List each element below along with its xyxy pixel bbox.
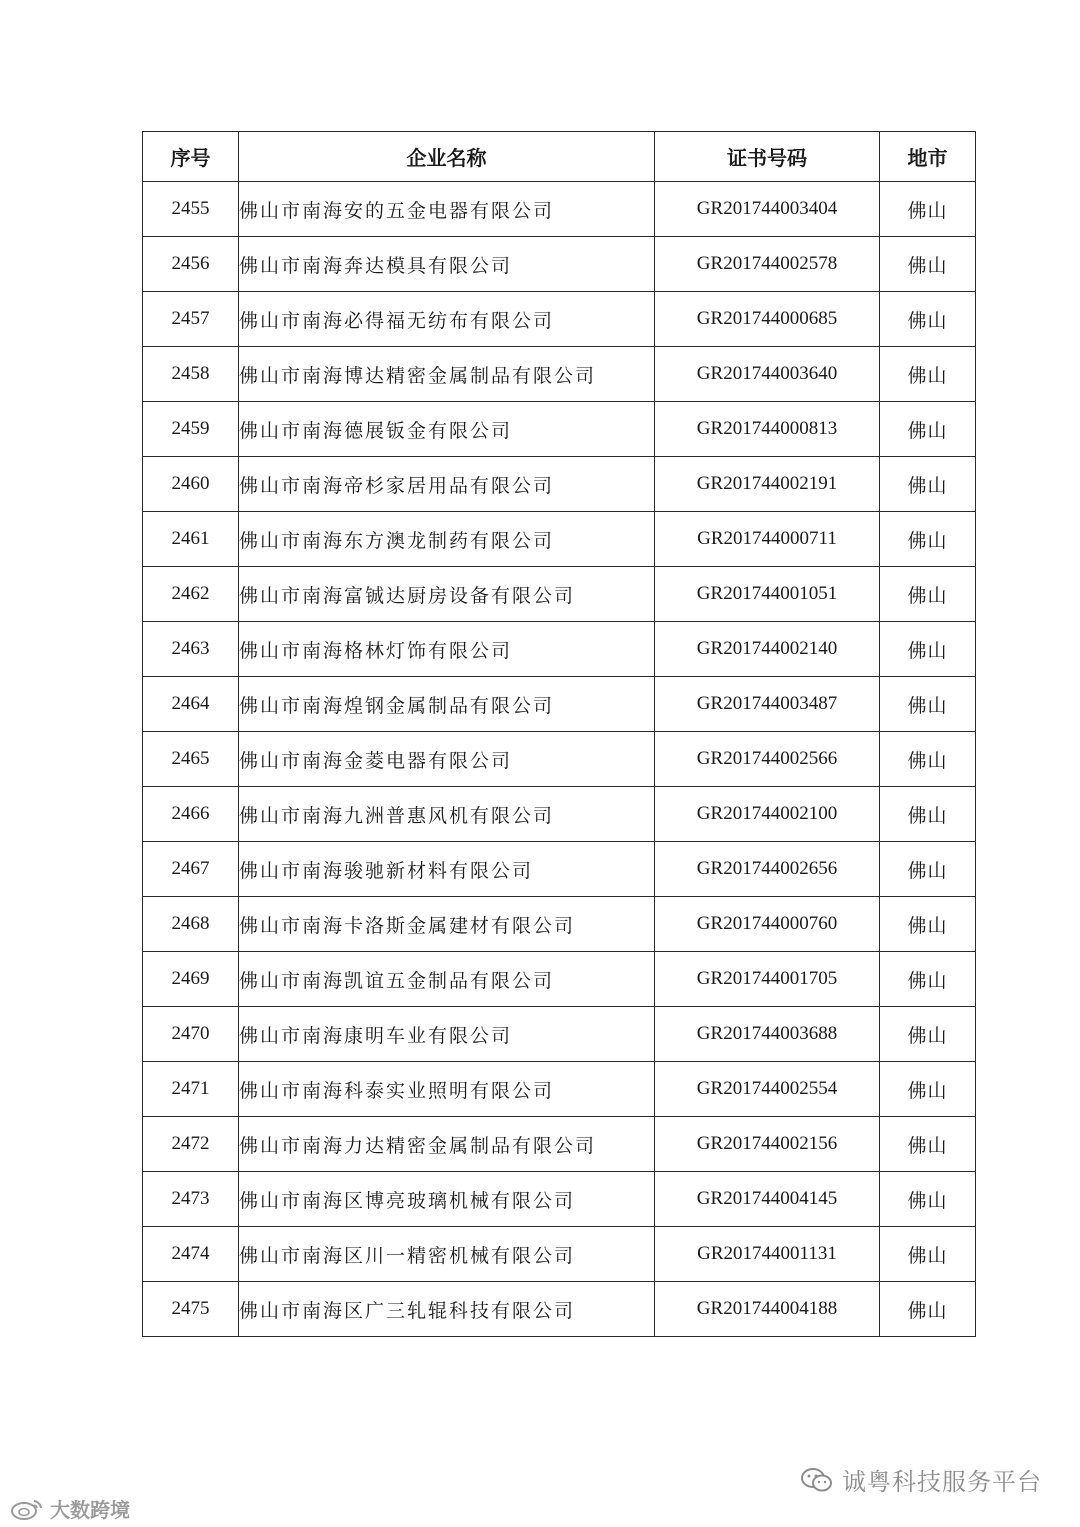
weibo-watermark-text: 大数跨境 — [50, 1498, 130, 1522]
table-row — [143, 622, 976, 677]
row-city-cell: 佛山 — [880, 457, 976, 512]
row-seq-cell: 2461 — [143, 512, 239, 567]
table-row — [143, 952, 976, 1007]
row-company-name-cell: 佛山市南海必得福无纺布有限公司 — [239, 292, 655, 347]
header-row — [143, 132, 976, 182]
row-certificate-number-cell: GR201744003640 — [655, 347, 880, 402]
row-seq-cell: 2457 — [143, 292, 239, 347]
row-city-cell: 佛山 — [880, 292, 976, 347]
table-row — [143, 1117, 976, 1172]
table-row — [143, 292, 976, 347]
row-city-cell: 佛山 — [880, 897, 976, 952]
row-certificate-number-cell: GR201744000760 — [655, 897, 880, 952]
header-city: 地市 — [880, 132, 976, 182]
row-certificate-number-cell: GR201744004188 — [655, 1282, 880, 1337]
row-city-cell: 佛山 — [880, 952, 976, 1007]
row-city-cell: 佛山 — [880, 842, 976, 897]
row-company-name-cell: 佛山市南海帝杉家居用品有限公司 — [239, 457, 655, 512]
row-city-cell: 佛山 — [880, 677, 976, 732]
table-row — [143, 567, 976, 622]
row-certificate-number-cell: GR201744003688 — [655, 1007, 880, 1062]
table-row — [143, 182, 976, 237]
row-certificate-number-cell: GR201744002191 — [655, 457, 880, 512]
row-seq-cell: 2458 — [143, 347, 239, 402]
row-company-name-cell: 佛山市南海九洲普惠风机有限公司 — [239, 787, 655, 842]
row-city-cell: 佛山 — [880, 787, 976, 842]
table-row — [143, 787, 976, 842]
row-seq-cell: 2473 — [143, 1172, 239, 1227]
row-city-cell: 佛山 — [880, 1062, 976, 1117]
row-certificate-number-cell: GR201744000711 — [655, 512, 880, 567]
row-seq-cell: 2456 — [143, 237, 239, 292]
row-company-name-cell: 佛山市南海区广三轧辊科技有限公司 — [239, 1282, 655, 1337]
row-company-name-cell: 佛山市南海格林灯饰有限公司 — [239, 622, 655, 677]
row-seq-cell: 2467 — [143, 842, 239, 897]
row-certificate-number-cell: GR201744002578 — [655, 237, 880, 292]
row-seq-cell: 2459 — [143, 402, 239, 457]
row-certificate-number-cell: GR201744003404 — [655, 182, 880, 237]
row-company-name-cell: 佛山市南海凯谊五金制品有限公司 — [239, 952, 655, 1007]
row-city-cell: 佛山 — [880, 622, 976, 677]
table-row — [143, 1172, 976, 1227]
row-seq-cell: 2471 — [143, 1062, 239, 1117]
row-company-name-cell: 佛山市南海富铖达厨房设备有限公司 — [239, 567, 655, 622]
row-certificate-number-cell: GR201744002656 — [655, 842, 880, 897]
table-row — [143, 1007, 976, 1062]
row-city-cell: 佛山 — [880, 732, 976, 787]
row-seq-cell: 2469 — [143, 952, 239, 1007]
row-seq-cell: 2468 — [143, 897, 239, 952]
row-certificate-number-cell: GR201744000813 — [655, 402, 880, 457]
table-row — [143, 347, 976, 402]
header-seq: 序号 — [143, 132, 239, 182]
row-certificate-number-cell: GR201744002140 — [655, 622, 880, 677]
weibo-watermark — [10, 1494, 130, 1523]
row-city-cell: 佛山 — [880, 182, 976, 237]
table-row — [143, 1282, 976, 1337]
row-certificate-number-cell: GR201744001705 — [655, 952, 880, 1007]
row-city-cell: 佛山 — [880, 237, 976, 292]
weibo-icon — [10, 1498, 44, 1520]
row-city-cell: 佛山 — [880, 512, 976, 567]
row-company-name-cell: 佛山市南海德展钣金有限公司 — [239, 402, 655, 457]
certificate-table — [142, 131, 976, 1337]
row-company-name-cell: 佛山市南海东方澳龙制药有限公司 — [239, 512, 655, 567]
row-certificate-number-cell: GR201744002566 — [655, 732, 880, 787]
row-company-name-cell: 佛山市南海奔达模具有限公司 — [239, 237, 655, 292]
table-row — [143, 237, 976, 292]
table-body — [143, 182, 976, 1337]
row-company-name-cell: 佛山市南海煌钢金属制品有限公司 — [239, 677, 655, 732]
row-seq-cell: 2474 — [143, 1227, 239, 1282]
row-seq-cell: 2466 — [143, 787, 239, 842]
row-company-name-cell: 佛山市南海安的五金电器有限公司 — [239, 182, 655, 237]
row-seq-cell: 2465 — [143, 732, 239, 787]
row-city-cell: 佛山 — [880, 1172, 976, 1227]
row-certificate-number-cell: GR201744002156 — [655, 1117, 880, 1172]
row-seq-cell: 2460 — [143, 457, 239, 512]
wechat-watermark — [800, 1462, 1042, 1497]
table-row — [143, 1062, 976, 1117]
row-certificate-number-cell: GR201744001131 — [655, 1227, 880, 1282]
row-seq-cell: 2472 — [143, 1117, 239, 1172]
row-seq-cell: 2462 — [143, 567, 239, 622]
wechat-watermark-text: 诚粤科技服务平台 — [842, 1468, 1042, 1496]
row-company-name-cell: 佛山市南海力达精密金属制品有限公司 — [239, 1117, 655, 1172]
table-row — [143, 457, 976, 512]
table-header — [143, 132, 976, 182]
row-seq-cell: 2464 — [143, 677, 239, 732]
table-row — [143, 402, 976, 457]
row-certificate-number-cell: GR201744002554 — [655, 1062, 880, 1117]
row-company-name-cell: 佛山市南海康明车业有限公司 — [239, 1007, 655, 1062]
row-city-cell: 佛山 — [880, 1007, 976, 1062]
table-row — [143, 897, 976, 952]
row-certificate-number-cell: GR201744004145 — [655, 1172, 880, 1227]
row-certificate-number-cell: GR201744000685 — [655, 292, 880, 347]
row-company-name-cell: 佛山市南海区博亮玻璃机械有限公司 — [239, 1172, 655, 1227]
row-city-cell: 佛山 — [880, 1282, 976, 1337]
table-row — [143, 677, 976, 732]
row-city-cell: 佛山 — [880, 1227, 976, 1282]
row-seq-cell: 2455 — [143, 182, 239, 237]
row-seq-cell: 2470 — [143, 1007, 239, 1062]
table-row — [143, 842, 976, 897]
wechat-icon — [800, 1467, 834, 1493]
row-company-name-cell: 佛山市南海骏驰新材料有限公司 — [239, 842, 655, 897]
row-city-cell: 佛山 — [880, 567, 976, 622]
row-city-cell: 佛山 — [880, 1117, 976, 1172]
table-row — [143, 1227, 976, 1282]
row-seq-cell: 2463 — [143, 622, 239, 677]
row-certificate-number-cell: GR201744003487 — [655, 677, 880, 732]
row-city-cell: 佛山 — [880, 402, 976, 457]
header-name: 企业名称 — [239, 132, 655, 182]
table-row — [143, 732, 976, 787]
row-city-cell: 佛山 — [880, 347, 976, 402]
header-cert: 证书号码 — [655, 132, 880, 182]
table-row — [143, 512, 976, 567]
row-certificate-number-cell: GR201744002100 — [655, 787, 880, 842]
row-certificate-number-cell: GR201744001051 — [655, 567, 880, 622]
row-company-name-cell: 佛山市南海金菱电器有限公司 — [239, 732, 655, 787]
row-company-name-cell: 佛山市南海卡洛斯金属建材有限公司 — [239, 897, 655, 952]
row-company-name-cell: 佛山市南海博达精密金属制品有限公司 — [239, 347, 655, 402]
row-company-name-cell: 佛山市南海区川一精密机械有限公司 — [239, 1227, 655, 1282]
row-company-name-cell: 佛山市南海科泰实业照明有限公司 — [239, 1062, 655, 1117]
row-seq-cell: 2475 — [143, 1282, 239, 1337]
